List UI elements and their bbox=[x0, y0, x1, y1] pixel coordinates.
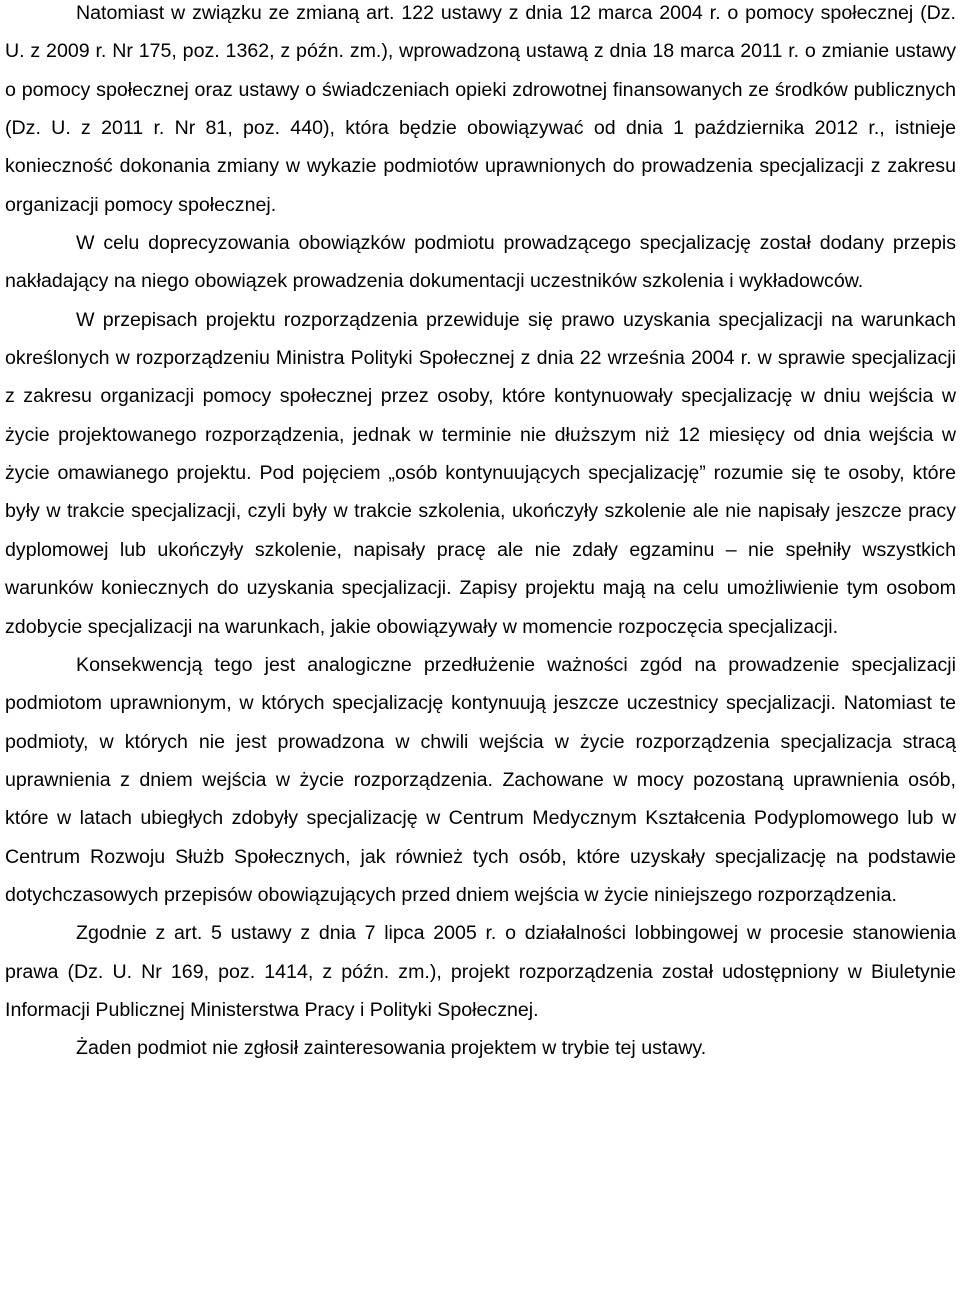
paragraph-6: Żaden podmiot nie zgłosił zainteresowania projektem w trybie tej ustawy. bbox=[76, 1037, 707, 1060]
paragraph-4: Konsekwencją tego jest analogiczne przedłużenie ważności zgód na prowadzenie specjalizacji podmiotom uprawnionym, w których specjalizację kontynuują jeszcze uczestnicy specjalizacji. Natomiast te podmioty, w których nie jest prowadzona w chwili wejścia w życie rozporządzenia specjalizacja stracą uprawnienia z dniem wejścia w życie rozporządzenia. Zachowane w mocy pozostaną uprawnienia osób, które w latach ubiegłych zdobyły specjalizację w Centrum Medycznym Kształcenia Podyplomowego lub w Centrum Rozwoju Służb Społecznych, jak również tych osób, które uzyskały specjalizację na podstawie dotychczasowych przepisów obowiązujących przed dniem wejścia w życie niniejszego rozporządzenia. bbox=[5, 653, 956, 906]
paragraph-3: W przepisach projektu rozporządzenia przewiduje się prawo uzyskania specjalizacji na warunkach określonych w rozporządzeniu Ministra Polityki Społecznej z dnia 22 września 2004 r. w sprawie specjalizacji z zakresu organizacji pomocy społecznej przez osoby, które kontynuowały specjalizację w dniu wejścia w życie projektowanego rozporządzenia, jednak w terminie nie dłuższym niż 12 miesięcy od dnia wejścia w życie omawianego projektu. Pod pojęciem „osób kontynuujących specjalizację” rozumie się te osoby, które były w trakcie specjalizacji, czyli były w trakcie szkolenia, ukończyły szkolenie ale nie napisały jeszcze pracy dyplomowej lub ukończyły szkolenie, napisały pracę ale nie zdały egzaminu – nie spełniły wszystkich warunków koniecznych do uzyskania specjalizacji. Zapisy projektu mają na celu umożliwienie tym osobom zdobycie specjalizacji na warunkach, jakie obowiązywały w momencie rozpoczęcia specjalizacji. bbox=[5, 308, 956, 638]
paragraph-1: Natomiast w związku ze zmianą art. 122 ustawy z dnia 12 marca 2004 r. o pomocy społecznej (Dz. U. z 2009 r. Nr 175, poz. 1362, z późn. zm.), wprowadzoną ustawą z dnia 18 marca 2011 r. o zmianie ustawy o pomocy społecznej oraz ustawy o świadczeniach opieki zdrowotnej finansowanych ze środków publicznych (Dz. U. z 2011 r. Nr 81, poz. 440), która będzie obowiązywać od dnia 1 października 2012 r., istnieje konieczność dokonania zmiany w wykazie podmiotów uprawnionych do prowadzenia specjalizacji z zakresu organizacji pomocy społecznej. bbox=[5, 2, 956, 216]
paragraph-5: Zgodnie z art. 5 ustawy z dnia 7 lipca 2005 r. o działalności lobbingowej w procesie stanowienia prawa (Dz. U. Nr 169, poz. 1414, z późn. zm.), projekt rozporządzenia został udostępniony w Biuletynie Informacji Publicznej Ministerstwa Pracy i Polityki Społecznej. bbox=[5, 922, 956, 1021]
document-body bbox=[5, 0, 956, 1068]
paragraph-2: W celu doprecyzowania obowiązków podmiotu prowadzącego specjalizację został dodany przepis nakładający na niego obowiązek prowadzenia dokumentacji uczestników szkolenia i wykładowców. bbox=[5, 232, 956, 293]
